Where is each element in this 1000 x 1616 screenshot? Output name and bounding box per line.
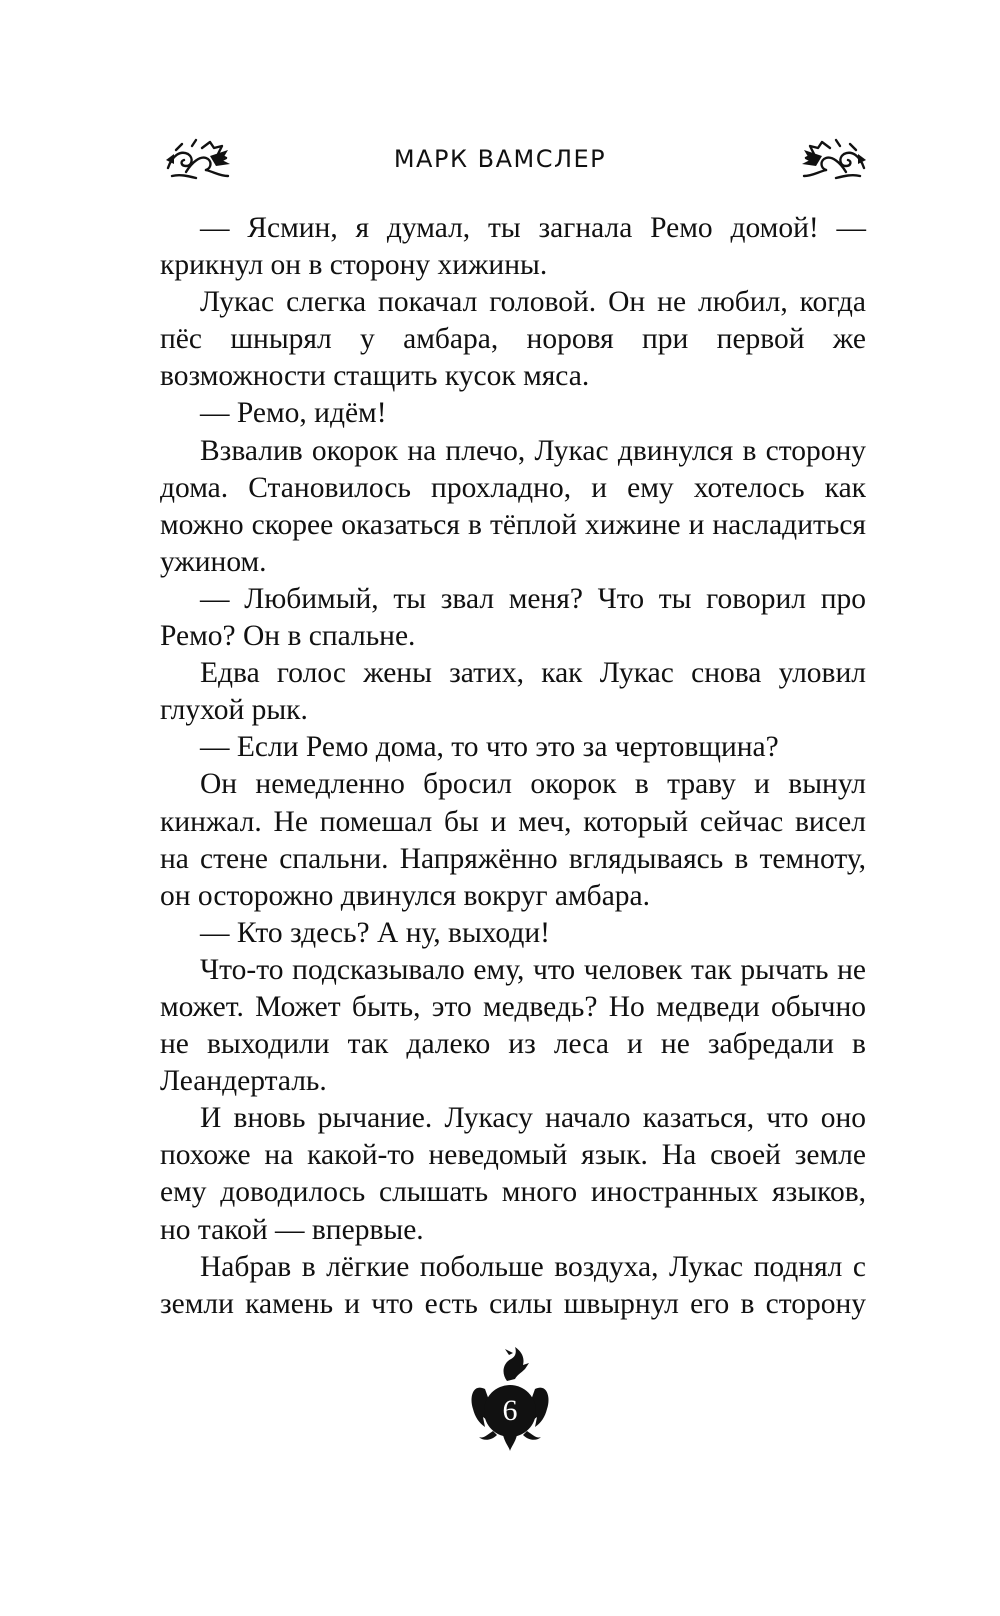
paragraph: Что-то подсказывало ему, что человек так рычать не может. Может быть, это медведь? Но медведи обычно не выходили так далеко из леса и не забредали в Леандерталь. (160, 953, 866, 1098)
paragraph: Он немедленно бросил окорок в траву и вынул кинжал. Не помешал бы и меч, который сейчас висел на стене спальни. Напряжённо вглядываясь в темноту, он осторожно двинулся вокруг амбара. (160, 768, 866, 912)
paragraph: Взвалив окорок на плечо, Лукас двинулся в сторону дома. Становилось прохладно, и ему хотелось как можно скорее оказаться в тёплой хижине и насладиться ужином. (160, 434, 866, 578)
chapter-text (160, 210, 866, 1323)
paragraph: И вновь рычание. Лукасу начало казаться, что оно похоже на какой-то неведомый язык. На своей земле ему доводилось слышать много иностранных языков, но такой — впервые. (160, 1102, 866, 1246)
paragraph: Лукас слегка покачал головой. Он не любил, когда пёс шнырял у амбара, норовя при первой же возможности стащить кусок мяса. (160, 286, 866, 393)
dragon-ornament-icon (800, 136, 870, 182)
page-number: 6 (502, 1394, 518, 1427)
paragraph: — Если Ремо дома, то что это за чертовщина? (200, 731, 779, 764)
running-head (0, 136, 1000, 186)
paragraph: — Любимый, ты звал меня? Что ты говорил про Ремо? Он в спальне. (160, 582, 866, 653)
paragraph: Набрав в лёгкие побольше воздуха, Лукас поднял с земли камень и что есть силы швырнул его в сторону (160, 1250, 866, 1320)
paragraph: — Ясмин, я думал, ты загнала Ремо домой! — крикнул он в сторону хижины. (160, 212, 866, 282)
author-name: МАРК ВАМСЛЕР (393, 145, 607, 173)
page-folio (465, 1343, 555, 1453)
paragraph: — Ремо, идём! (200, 397, 387, 430)
paragraph: — Кто здесь? А ну, выходи! (200, 916, 550, 949)
paragraph: Едва голос жены затих, как Лукас снова уловил глухой рык. (160, 657, 866, 727)
